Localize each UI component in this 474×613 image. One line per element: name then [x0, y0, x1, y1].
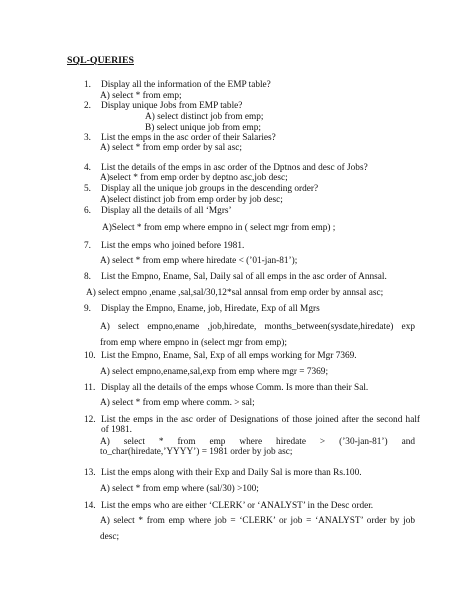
question-text: List the emps in the asc order of their Salaries?	[101, 133, 276, 143]
answer-text: A)select * from emp order by deptno asc,job desc;	[100, 173, 288, 183]
answer-text: A) select empno ,ename ,sal,sal/30,12*sal annsal from emp order by annsal asc;	[86, 288, 384, 298]
answer-text: A) select * from emp order by sal asc;	[100, 143, 242, 153]
question-text: List the Empno, Ename, Sal, Daily sal of all emps in the asc order of Annsal.	[101, 272, 387, 282]
question-line: of 1981.	[101, 425, 132, 436]
answer-text: A)select distinct job from emp order by job desc;	[100, 195, 283, 205]
answer-text	[100, 516, 415, 526]
question-item	[84, 383, 429, 393]
question-number: 13.	[84, 468, 96, 478]
question-number: 12.	[84, 415, 96, 425]
answer-text: A) select distinct job from emp;	[145, 112, 264, 122]
question-item	[84, 415, 420, 436]
question-number: 1.	[84, 80, 91, 90]
answer-line: A) select * from emp where job = ‘CLERK’ or job = ‘ANALYST’ order by job	[100, 516, 415, 526]
question-text: List the Empno, Ename, Sal, Exp of all emps working for Mgr 7369.	[101, 351, 357, 361]
answer-text: A) select * from emp where (sal/30) >100;	[100, 484, 259, 494]
question-number: 6.	[84, 206, 91, 216]
question-number: 11.	[84, 383, 96, 393]
answer-text: A) select empno,ename,sal,exp from emp where mgr = 7369;	[100, 367, 329, 377]
question-text: List the emps along with their Exp and Daily Sal is more than Rs.100.	[101, 468, 362, 478]
question-number: 4.	[84, 163, 91, 173]
question-number: 14.	[84, 501, 96, 511]
question-item	[84, 133, 414, 143]
answer-text: from emp where empno in (select mgr from emp);	[100, 338, 287, 348]
question-item	[84, 101, 414, 111]
question-item	[84, 163, 424, 173]
question-line: List the emps in the asc order of Designations of those joined after the second half	[101, 415, 420, 425]
question-number: 8.	[84, 272, 91, 282]
question-text	[101, 415, 420, 436]
answer-text: A) select * from emp where comm. > sal;	[100, 398, 255, 408]
question-item	[84, 304, 414, 314]
question-number: 7.	[84, 241, 91, 251]
question-text: Display all the details of all ‘Mgrs’	[101, 206, 232, 216]
answer-text	[100, 437, 415, 458]
question-number: 2.	[84, 101, 91, 111]
answer-line: A) select * from emp where hiredate > (’30-jan-81’) and	[100, 437, 415, 447]
question-number: 10.	[84, 351, 96, 361]
question-text: List the emps who are either ‘CLERK’ or ‘ANALYST’ in the Desc order.	[101, 501, 374, 511]
question-text: Display the Empno, Ename, job, Hiredate, Exp of all Mgrs	[101, 304, 320, 314]
question-text: Display all the details of the emps whose Comm. Is more than their Sal.	[101, 383, 369, 393]
question-item	[84, 501, 420, 511]
question-item	[84, 80, 414, 90]
question-number: 3.	[84, 133, 91, 143]
answer-text: A) select * from emp where hiredate < (’01-jan-81’);	[100, 256, 298, 266]
answer-text: A) select * from emp;	[100, 91, 182, 101]
question-text: Display all the unique job groups in the descending order?	[101, 184, 319, 194]
answer-text	[100, 322, 415, 332]
question-item	[84, 206, 414, 216]
answer-text: B) select unique job from emp;	[145, 123, 261, 133]
question-text: List the details of the emps in asc order of the Dptnos and desc of Jobs?	[101, 163, 368, 173]
question-item	[84, 272, 434, 282]
answer-line: to_char(hiredate,’YYYY’) = 1981 order by job asc;	[100, 447, 293, 458]
question-text: Display all the information of the EMP table?	[101, 80, 271, 90]
question-item	[84, 241, 414, 251]
question-item	[84, 468, 414, 478]
answer-line: A) select empno,ename ,job,hiredate, months_between(sysdate,hiredate) exp	[100, 322, 415, 332]
answer-text: desc;	[100, 532, 120, 542]
page-title: SQL-QUERIES	[67, 55, 134, 66]
question-text: Display unique Jobs from EMP table?	[101, 101, 243, 111]
question-item	[84, 351, 414, 361]
answer-text: A)Select * from emp where empno in ( select mgr from emp) ;	[102, 223, 336, 233]
question-text: List the emps who joined before 1981.	[101, 241, 245, 251]
question-number: 5.	[84, 184, 91, 194]
question-item	[84, 184, 414, 194]
question-number: 9.	[84, 304, 91, 314]
